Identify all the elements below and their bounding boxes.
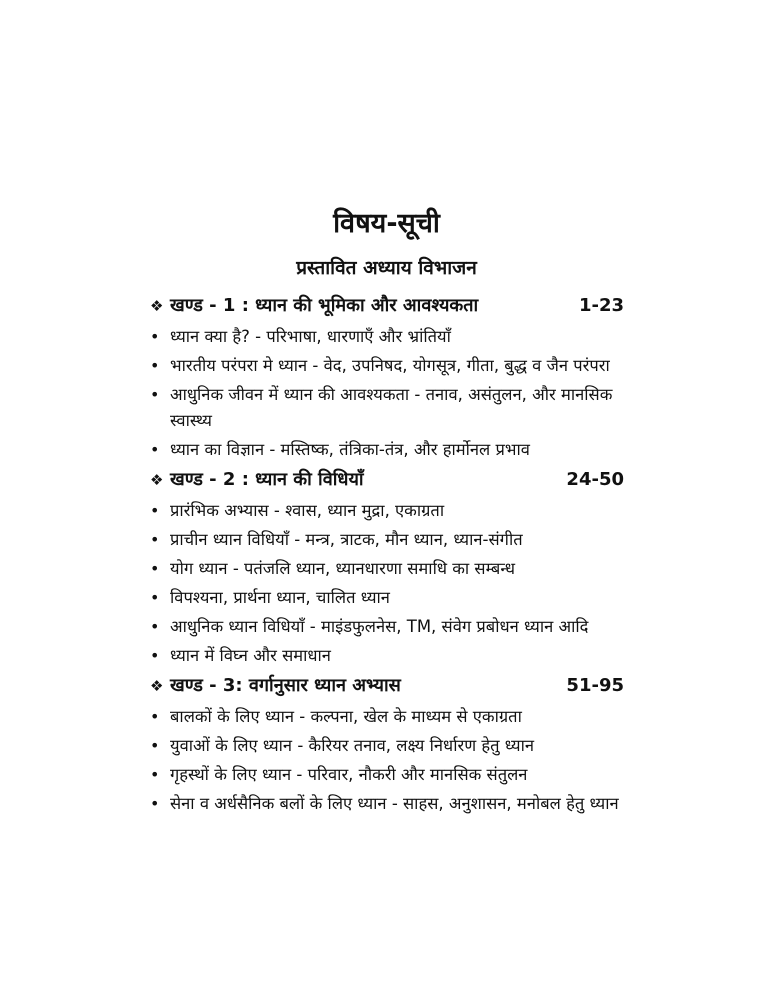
list-item — [150, 527, 630, 553]
diamond-bullet-icon: ❖ — [150, 471, 164, 489]
bullet-icon: • — [150, 765, 160, 784]
page-subtitle: प्रस्तावित अध्याय विभाजन — [296, 257, 477, 279]
list-item-text: ध्यान में विघ्न और समाधान — [170, 646, 331, 665]
list-item — [150, 382, 630, 434]
list-item — [150, 704, 630, 730]
list-item — [150, 762, 630, 788]
list-item — [150, 353, 630, 379]
list-item — [150, 585, 630, 611]
bullet-icon: • — [150, 617, 160, 636]
section-heading — [150, 671, 630, 701]
bullet-icon: • — [150, 440, 160, 459]
bullet-icon: • — [150, 588, 160, 607]
list-item-text: युवाओं के लिए ध्यान - कैरियर तनाव, लक्ष्य निर्धारण हेतु ध्यान — [170, 736, 535, 755]
section-title: खण्ड - 3: वर्गानुसार ध्यान अभ्यास — [170, 675, 401, 696]
list-item — [150, 437, 630, 463]
list-item-text: भारतीय परंपरा मे ध्यान - वेद, उपनिषद, योगसूत्र, गीता, बुद्ध व जैन परंपरा — [170, 356, 610, 375]
list-item-text: प्रारंभिक अभ्यास - श्वास, ध्यान मुद्रा, एकाग्रता — [170, 501, 445, 520]
list-item-text: विपश्यना, प्रार्थना ध्यान, चालित ध्यान — [170, 588, 390, 607]
list-item-text: बालकों के लिए ध्यान - कल्पना, खेल के माध्यम से एकाग्रता — [170, 707, 522, 726]
list-item — [150, 733, 630, 759]
list-item — [150, 498, 630, 524]
bullet-icon: • — [150, 501, 160, 520]
list-item — [150, 643, 630, 669]
list-item-text: आधुनिक जीवन में ध्यान की आवश्यकता - तनाव, असंतुलन, और मानसिक स्वास्थ्य — [170, 385, 613, 430]
list-item-text: ध्यान का विज्ञान - मस्तिष्क, तंत्रिका-तंत्र, और हार्मोनल प्रभाव — [170, 440, 530, 459]
bullet-icon: • — [150, 646, 160, 665]
bullet-icon: • — [150, 794, 160, 813]
list-item-text: योग ध्यान - पतंजलि ध्यान, ध्यानधारणा समाधि का सम्बन्ध — [170, 559, 516, 578]
bullet-icon: • — [150, 356, 160, 375]
page-title: विषय-सूची — [333, 208, 440, 239]
bullet-icon: • — [150, 559, 160, 578]
list-item-text: ध्यान क्या है? - परिभाषा, धारणाएँ और भ्रांतियाँ — [170, 327, 451, 346]
list-item-text: आधुनिक ध्यान विधियाँ - माइंडफुलनेस, TM, संवेग प्रबोधन ध्यान आदि — [170, 617, 589, 636]
list-item-text: प्राचीन ध्यान विधियाँ - मन्त्र, त्राटक, मौन ध्यान, ध्यान-संगीत — [170, 530, 523, 549]
table-of-contents — [150, 290, 630, 819]
section-heading — [150, 465, 630, 495]
list-item-text: गृहस्थों के लिए ध्यान - परिवार, नौकरी और मानसिक संतुलन — [170, 765, 528, 784]
list-item — [150, 791, 630, 817]
bullet-icon: • — [150, 327, 160, 346]
list-item — [150, 614, 630, 640]
diamond-bullet-icon: ❖ — [150, 297, 164, 315]
section-title: खण्ड - 2 : ध्यान की विधियाँ — [170, 469, 364, 490]
section-title: खण्ड - 1 : ध्यान की भूमिका और आवश्यकता — [170, 295, 479, 316]
section-page-range: 24-50 — [566, 469, 624, 490]
section-heading — [150, 291, 630, 321]
bullet-icon: • — [150, 385, 160, 404]
section-page-range: 1-23 — [578, 295, 624, 316]
list-item-text: सेना व अर्धसैनिक बलों के लिए ध्यान - साहस, अनुशासन, मनोबल हेतु ध्यान — [170, 794, 619, 813]
bullet-icon: • — [150, 530, 160, 549]
list-item — [150, 324, 630, 350]
section-page-range: 51-95 — [566, 675, 624, 696]
bullet-icon: • — [150, 736, 160, 755]
list-item — [150, 556, 630, 582]
diamond-bullet-icon: ❖ — [150, 677, 164, 695]
bullet-icon: • — [150, 707, 160, 726]
